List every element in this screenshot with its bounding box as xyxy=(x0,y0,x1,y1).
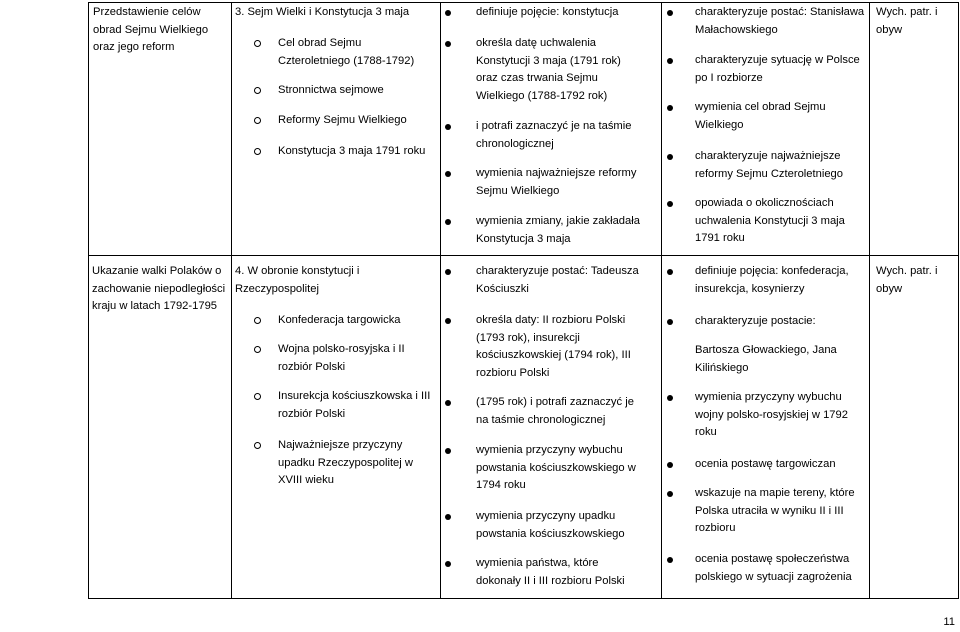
requirement-text: ocenia postawę społeczeństwa polskiego w sytuacji zagrożenia xyxy=(695,553,852,583)
row1-requirements-a-cell xyxy=(441,3,661,255)
row2-requirements-a-cell xyxy=(441,256,661,598)
bullet-icon xyxy=(667,395,673,401)
requirement-item xyxy=(662,551,869,583)
hollow-bullet-icon xyxy=(254,317,261,324)
hollow-bullet-icon xyxy=(254,148,261,155)
requirement-text: wymienia najważniejsze reformy Sejmu Wielkiego xyxy=(476,167,637,197)
requirement-item xyxy=(441,442,661,491)
hollow-bullet-icon xyxy=(254,117,261,124)
requirement-text: wymienia państwa, które dokonały II i III rozbioru Polski xyxy=(476,557,625,587)
requirement-item xyxy=(662,456,869,474)
row1-topic-cell xyxy=(232,3,440,255)
requirement-text: charakteryzuje postać: Tadeusza Kościuszki xyxy=(476,265,639,295)
requirement-item xyxy=(441,118,661,150)
bullet-icon xyxy=(667,269,673,275)
hollow-bullet-icon xyxy=(254,40,261,47)
requirement-item xyxy=(662,263,869,295)
requirement-text: wymienia cel obrad Sejmu Wielkiego xyxy=(695,101,826,131)
hollow-bullet-icon xyxy=(254,393,261,400)
topic-title: 4. W obronie konstytucji i Rzeczypospolitej xyxy=(235,265,360,295)
hollow-bullet-icon xyxy=(254,87,261,94)
requirement-item xyxy=(441,508,661,540)
topic-list-item xyxy=(232,312,440,330)
requirement-item xyxy=(441,394,661,426)
requirement-item xyxy=(441,165,661,197)
hollow-bullet-icon xyxy=(254,442,261,449)
bullet-icon xyxy=(445,561,451,567)
topic-list-item xyxy=(232,341,440,373)
bullet-icon xyxy=(445,124,451,130)
bullet-icon xyxy=(445,448,451,454)
topic-list-item xyxy=(232,437,440,486)
row2-topic-cell xyxy=(232,256,440,598)
requirement-text: wymienia zmiany, jakie zakładała Konstytucja 3 maja xyxy=(476,215,640,245)
requirement-text: charakteryzuje sytuację w Polsce po I rozbiorze xyxy=(695,54,860,84)
bullet-icon xyxy=(667,462,673,468)
bullet-icon xyxy=(445,219,451,225)
requirement-item xyxy=(662,313,869,331)
requirement-item xyxy=(441,35,661,102)
goal-text: Ukazanie walki Polaków o zachowanie niepodległości kraju w latach 1792-1795 xyxy=(92,265,226,312)
bullet-icon xyxy=(445,171,451,177)
bullet-icon xyxy=(667,105,673,111)
topic-item-text: Reformy Sejmu Wielkiego xyxy=(278,114,407,126)
requirement-item xyxy=(441,4,661,22)
table-border-bottom xyxy=(88,598,959,599)
row1-requirements-b-cell xyxy=(662,3,869,255)
education-text: Wych. patr. i obyw xyxy=(876,6,938,36)
requirement-text: wymienia przyczyny wybuchu wojny polsko-rosyjskiej w 1792 roku xyxy=(695,391,848,438)
bullet-icon xyxy=(445,41,451,47)
requirement-text: wskazuje na mapie tereny, które Polska utraciła w wyniku II i III rozbioru xyxy=(695,487,855,534)
bullet-icon xyxy=(667,58,673,64)
topic-list-item xyxy=(232,112,440,130)
table-border-right xyxy=(958,2,959,599)
page-number: 11 xyxy=(943,616,955,628)
row2-education-cell xyxy=(870,256,958,598)
requirement-item xyxy=(662,389,869,438)
requirement-text: charakteryzuje postacie: xyxy=(695,315,816,327)
hollow-bullet-icon xyxy=(254,346,261,353)
requirement-text: i potrafi zaznaczyć je na taśmie chronologicznej xyxy=(476,120,632,150)
topic-item-text: Wojna polsko-rosyjska i II rozbiór Polski xyxy=(278,343,405,373)
bullet-icon xyxy=(445,400,451,406)
requirement-text: (1795 rok) i potrafi zaznaczyć je na taśmie chronologicznej xyxy=(476,396,634,426)
row1-goal-cell xyxy=(89,3,231,255)
requirement-item xyxy=(441,263,661,295)
requirement-text: określa daty: II rozbioru Polski (1793 rok), insurekcji kościuszkowskiej (1794 rok), III rozbioru Polski xyxy=(476,314,631,379)
requirement-item xyxy=(662,52,869,84)
requirement-text: definiuje pojęcia: konfederacja, insurekcja, kosynierzy xyxy=(695,265,849,295)
requirement-text: określa datę uchwalenia Konstytucji 3 maja (1791 rok) oraz czas trwania Sejmu Wielkiego (1788-1792 rok) xyxy=(476,37,621,102)
goal-text: Przedstawienie celów obrad Sejmu Wielkiego oraz jego reform xyxy=(93,6,209,53)
row1-education-cell xyxy=(870,3,958,255)
topic-item-text: Cel obrad Sejmu Czteroletniego (1788-1792) xyxy=(278,37,415,67)
requirement-text: wymienia przyczyny wybuchu powstania kościuszkowskiego w 1794 roku xyxy=(476,444,636,491)
requirement-text: Bartosza Głowackiego, Jana Kilińskiego xyxy=(695,344,837,374)
bullet-icon xyxy=(667,557,673,563)
topic-title: 3. Sejm Wielki i Konstytucja 3 maja xyxy=(235,6,410,18)
requirement-item xyxy=(441,312,661,379)
bullet-icon xyxy=(445,318,451,324)
requirement-text: charakteryzuje postać: Stanisława Małachowskiego xyxy=(695,6,865,36)
requirement-item xyxy=(662,99,869,131)
bullet-icon xyxy=(667,154,673,160)
requirement-item xyxy=(441,555,661,587)
bullet-icon xyxy=(445,10,451,16)
requirement-text: charakteryzuje najważniejsze reformy Sejmu Czteroletniego xyxy=(695,150,843,180)
topic-list-item xyxy=(232,143,440,161)
requirement-item xyxy=(662,4,869,36)
bullet-icon xyxy=(667,491,673,497)
requirement-item xyxy=(662,148,869,180)
topic-item-text: Konfederacja targowicka xyxy=(278,314,401,326)
bullet-icon xyxy=(445,269,451,275)
topic-item-text: Najważniejsze przyczyny upadku Rzeczypospolitej w XVIII wieku xyxy=(278,439,413,486)
requirement-text: definiuje pojęcie: konstytucja xyxy=(476,6,619,18)
bullet-icon xyxy=(667,10,673,16)
bullet-icon xyxy=(445,514,451,520)
requirement-text: opowiada o okolicznościach uchwalenia Konstytucji 3 maja 1791 roku xyxy=(695,197,845,244)
topic-item-text: Stronnictwa sejmowe xyxy=(278,84,384,96)
topic-list-item xyxy=(232,35,440,67)
requirement-text: wymienia przyczyny upadku powstania kościuszkowskiego xyxy=(476,510,625,540)
requirement-item xyxy=(441,213,661,245)
requirement-continuation xyxy=(662,342,869,374)
topic-list-item xyxy=(232,388,440,420)
row2-goal-cell xyxy=(89,256,231,598)
bullet-icon xyxy=(667,201,673,207)
education-text: Wych. patr. i obyw xyxy=(876,265,938,295)
requirement-text: ocenia postawę targowiczan xyxy=(695,458,836,470)
requirement-item xyxy=(662,485,869,534)
topic-item-text: Insurekcja kościuszkowska i III rozbiór Polski xyxy=(278,390,431,420)
topic-item-text: Konstytucja 3 maja 1791 roku xyxy=(278,145,426,157)
bullet-icon xyxy=(667,319,673,325)
topic-list-item xyxy=(232,82,440,100)
requirement-item xyxy=(662,195,869,244)
row2-requirements-b-cell xyxy=(662,256,869,598)
